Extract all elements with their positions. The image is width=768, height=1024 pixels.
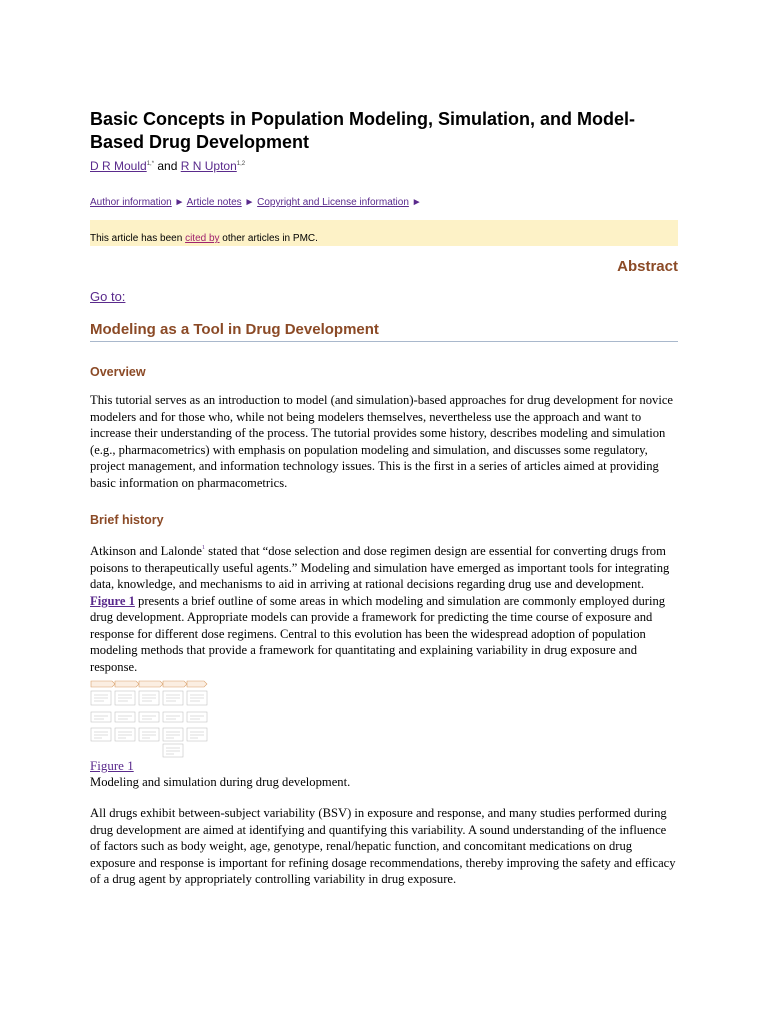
article-title: Basic Concepts in Population Modeling, Simulation, and Model-Based Drug Development — [90, 109, 636, 152]
figure-box — [163, 744, 183, 757]
cited-prefix: This article has been — [90, 233, 186, 244]
phase-arrow — [163, 681, 187, 687]
triangle-right-icon: ► — [411, 197, 422, 208]
author-list — [90, 159, 245, 173]
author-affil-mould: 1,* — [146, 161, 155, 167]
figure-1-thumbnail[interactable] — [90, 679, 208, 759]
reference-link[interactable]: 1 — [201, 545, 205, 551]
figure-box — [115, 728, 135, 741]
phase-arrow — [115, 681, 139, 687]
figure-box — [187, 728, 207, 741]
brief-history-heading: Brief history — [90, 513, 164, 527]
copyright-license-link[interactable]: Copyright and License information — [257, 197, 409, 208]
figure-box — [187, 712, 207, 722]
history-paragraph — [90, 540, 678, 675]
author-separator: and — [154, 159, 181, 173]
author-link-mould[interactable]: D R Mould — [90, 159, 147, 173]
history-text-1: Atkinson and Lalonde — [90, 544, 202, 558]
article-links-bar — [90, 197, 422, 208]
figure-box — [91, 728, 111, 741]
overview-heading: Overview — [90, 365, 146, 379]
phase-arrow — [187, 681, 207, 687]
triangle-right-icon: ► — [174, 197, 185, 208]
article-notes-link[interactable]: Article notes — [186, 197, 242, 208]
figure-box — [163, 712, 183, 722]
bsv-paragraph: All drugs exhibit between-subject variability (BSV) in exposure and response, and many studies performed during drug development are aimed at identifying and quantifying this variability. A sound understanding of the influence of factors such as body weight, age, genotype, renal/hepatic function, and concomitant medications on drug exposure and response is important for refining dosage recommendations, thereby improving the safety and efficacy of a drug agent by appropriately controlling variability in drug exposure. — [90, 806, 676, 886]
figure-box — [91, 712, 111, 722]
phase-arrow — [139, 681, 163, 687]
history-text-3: presents a brief outline of some areas in which modeling and simulation are commonly employed during drug development. Appropriate models can provide a framework for predicting the time course of exposure and response for different dose regimens. Central to this evolution has been the widespread adoption of population modeling methods that provide a framework for quantitating and explaining variability in drug exposure and response. — [90, 593, 666, 674]
cited-suffix: other articles in PMC. — [219, 233, 318, 244]
figure-1-link[interactable]: Figure 1 — [90, 758, 134, 773]
author-information-link[interactable]: Author information — [90, 197, 172, 208]
cited-by-link[interactable]: cited by — [185, 233, 220, 244]
figure-1-inline-link[interactable]: Figure 1 — [90, 593, 135, 608]
figure-1-caption: Modeling and simulation during drug development. — [90, 775, 351, 789]
figure-box — [139, 712, 159, 722]
figure-box — [115, 712, 135, 722]
cited-by-notice — [90, 220, 678, 246]
figure-box — [139, 728, 159, 741]
author-link-upton[interactable]: R N Upton — [180, 159, 237, 173]
abstract-heading: Abstract — [617, 258, 678, 275]
section-heading: Modeling as a Tool in Drug Development — [90, 321, 678, 342]
figure-box — [163, 728, 183, 741]
phase-arrow — [91, 681, 115, 687]
overview-paragraph: This tutorial serves as an introduction to model (and simulation)-based approaches for drug development for novice modelers and for those who, while not being modelers themselves, nevertheless use the approach and want to increase their understanding of the process. The tutorial provides some history, describes modeling and simulation (e.g., pharmacometrics) with emphasis on population modeling and simulation, and discusses some regulatory, project management, and information technology issues. This is the first in a series of articles aimed at providing basic information on pharmacometrics. — [90, 393, 673, 490]
goto-link[interactable]: Go to: — [90, 289, 126, 304]
triangle-right-icon: ► — [244, 197, 255, 208]
author-affil-upton: 1,2 — [236, 161, 246, 167]
history-text-2: stated that “dose selection and dose regimen design are essential for converting drugs from poisons to therapeutically useful agents.” Modeling and simulation have emerged as important tools for integrating data, knowledge, and mechanisms to aid in arriving at rational decisions regarding drug use and development. — [90, 544, 670, 591]
